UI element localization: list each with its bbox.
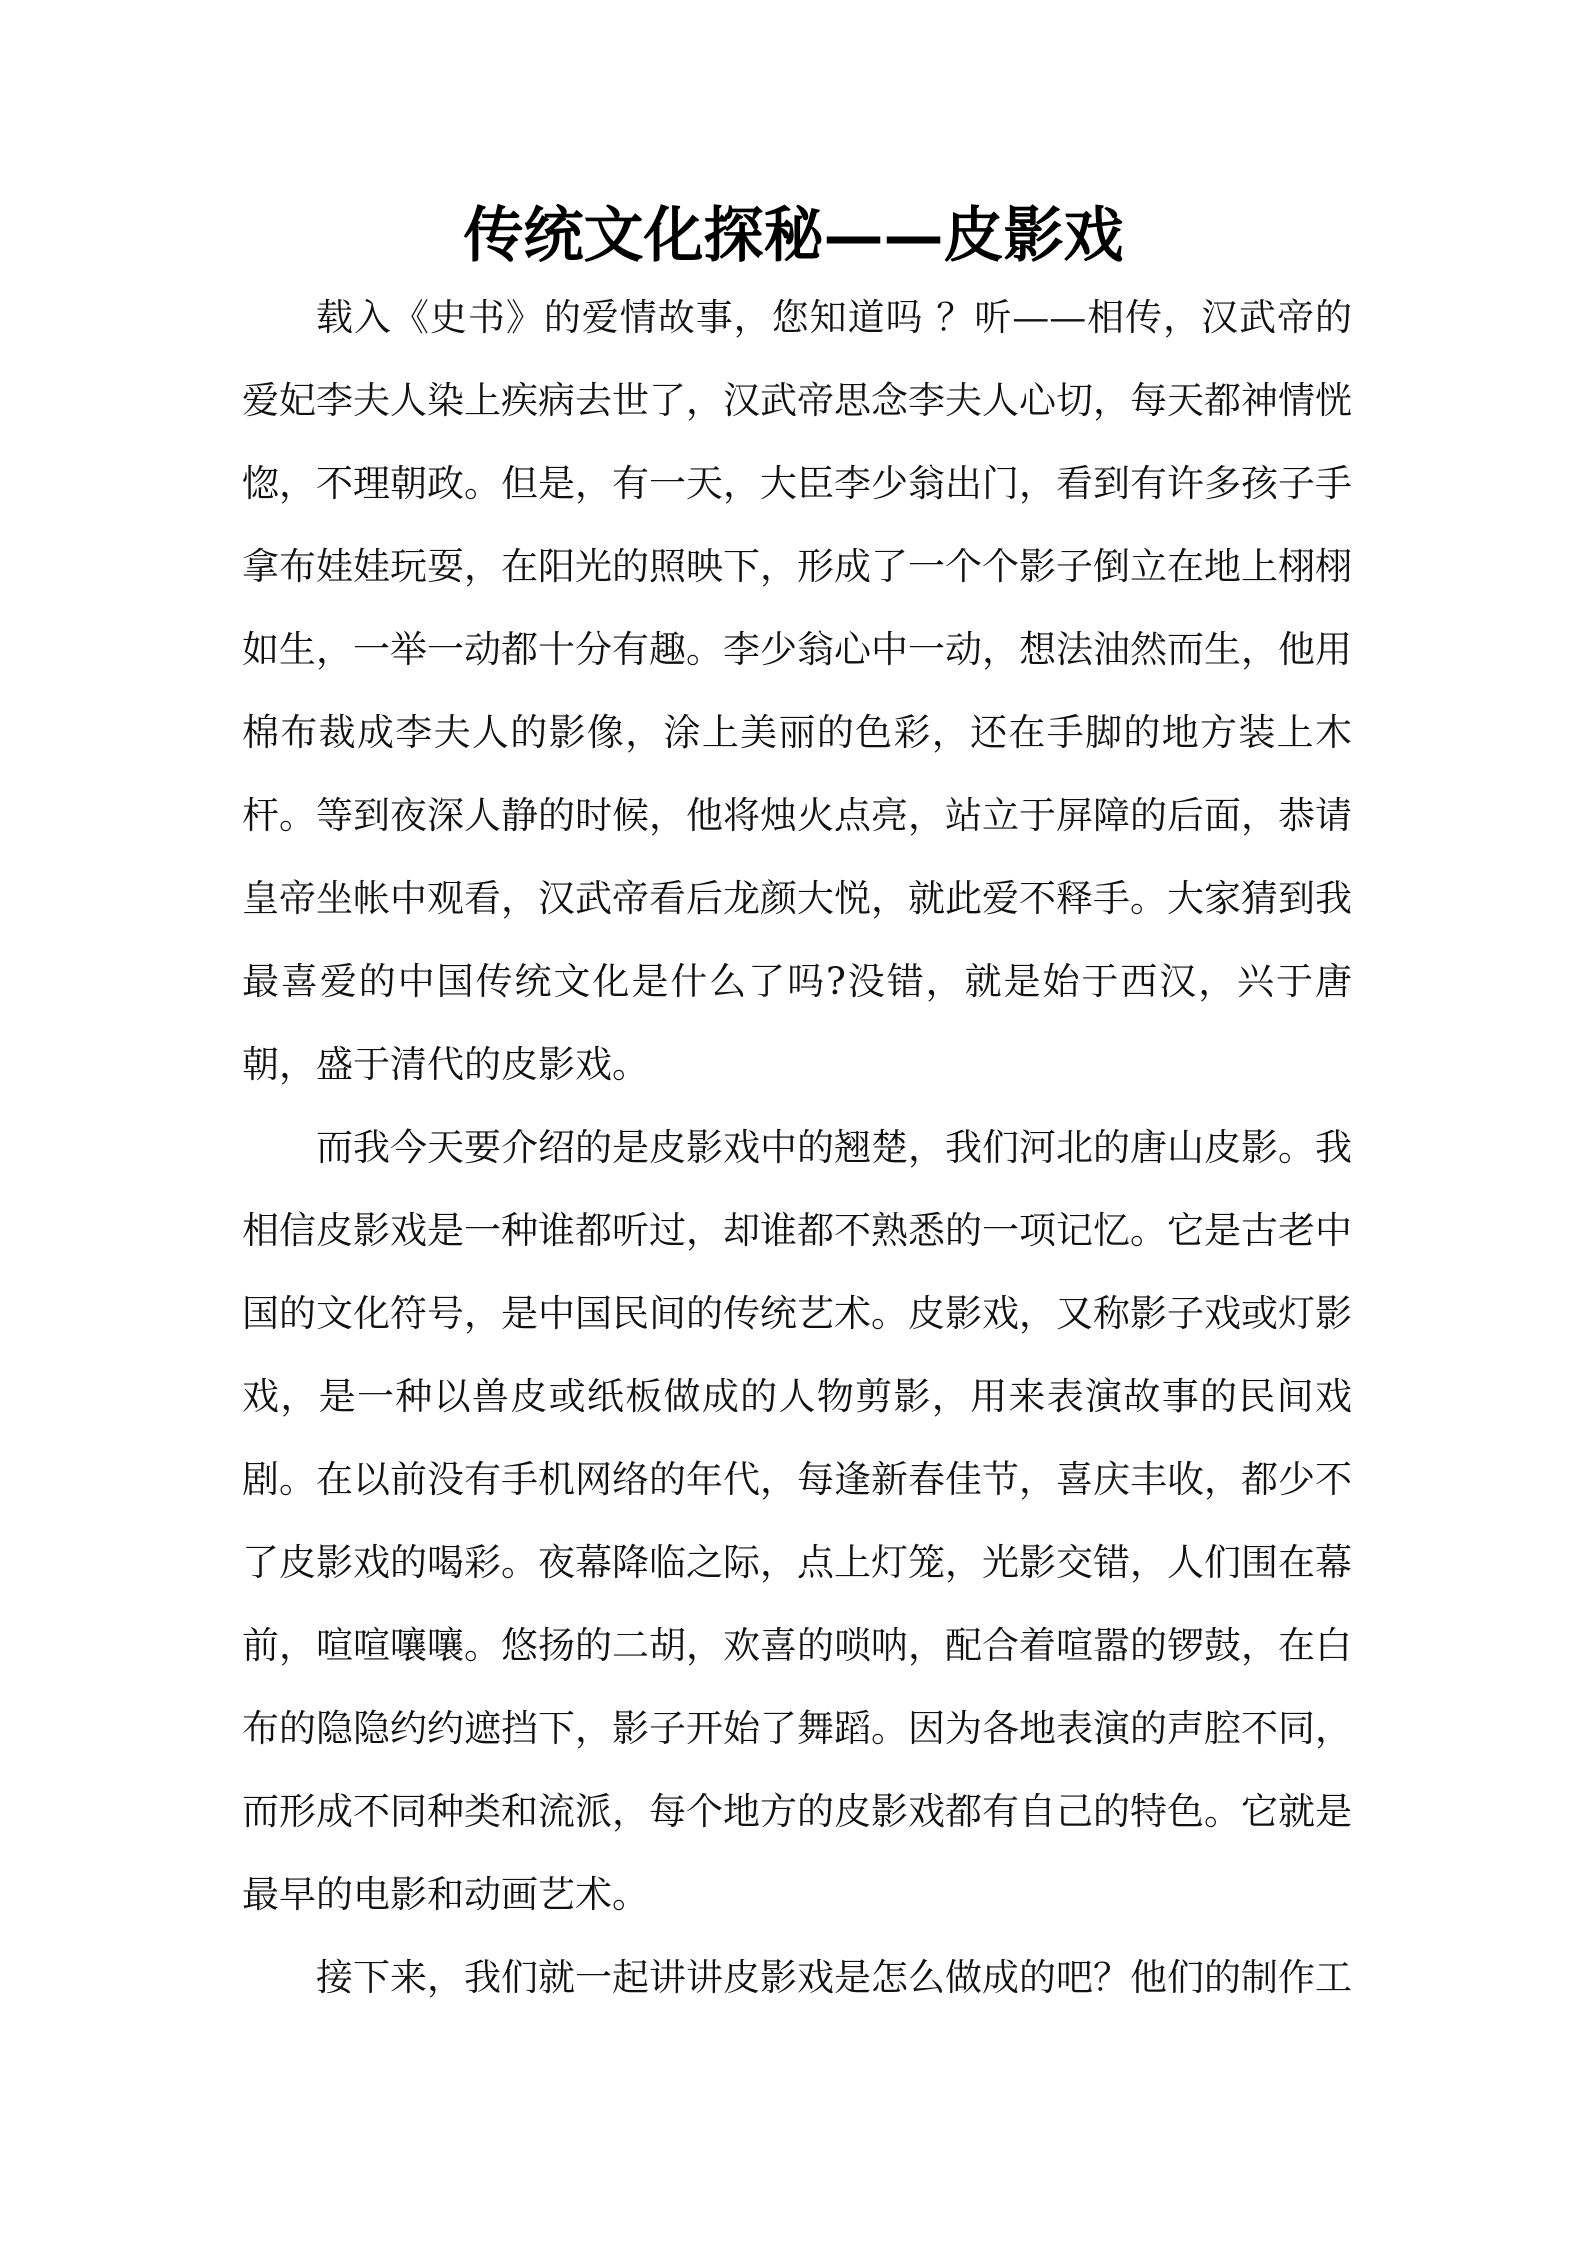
paragraph-1: 载入《史书》的爱情故事，您知道吗 ？听——相传，汉武帝的爱妃李夫人染上疾病去世了，汉武帝思念李夫人心切，每天都神情恍惚，不理朝政。但是，有一天，大臣李少翁出门，看到有许多孩子手拿布娃娃玩耍，在阳光的照映下，形成了一个个影子倒立在地上栩栩如生，一举一动都十分有趣。李少翁心中一动，想法油然而生，他用棉布裁成李夫人的影像，涂上美丽的色彩，还在手脚的地方装上木杆。等到夜深人静的时候，他将烛火点亮，站立于屏障的后面，恭请皇帝坐帐中观看，汉武帝看后龙颜大悦，就此爱不释手。大家猜到我最喜爱的中国传统文化是什么了吗?没错，就是始于西汉，兴于唐朝，盛于清代的皮影戏。 xyxy=(242,296,1352,1086)
document-body xyxy=(242,276,1352,2019)
paragraph-2: 而我今天要介绍的是皮影戏中的翘楚，我们河北的唐山皮影。我相信皮影戏是一种谁都听过，却谁都不熟悉的一项记忆。它是古老中国的文化符号，是中国民间的传统艺术。皮影戏，又称影子戏或灯影戏，是一种以兽皮或纸板做成的人物剪影，用来表演故事的民间戏剧。在以前没有手机网络的年代，每逢新春佳节，喜庆丰收，都少不了皮影戏的喝彩。夜幕降临之际，点上灯笼，光影交错，人们围在幕前，喧喧嚷嚷。悠扬的二胡，欢喜的唢呐，配合着喧嚣的锣鼓，在白布的隐隐约约遮挡下，影子开始了舞蹈。因为各地表演的声腔不同，而形成不同种类和流派，每个地方的皮影戏都有自己的特色。它就是最早的电影和动画艺术。 xyxy=(242,1126,1352,1916)
document-title: 传统文化探秘——皮影戏 xyxy=(463,201,1124,271)
paragraph-3: 接下来，我们就一起讲讲皮影戏是怎么做成的吧？他们的制作工 xyxy=(316,1956,1352,1999)
